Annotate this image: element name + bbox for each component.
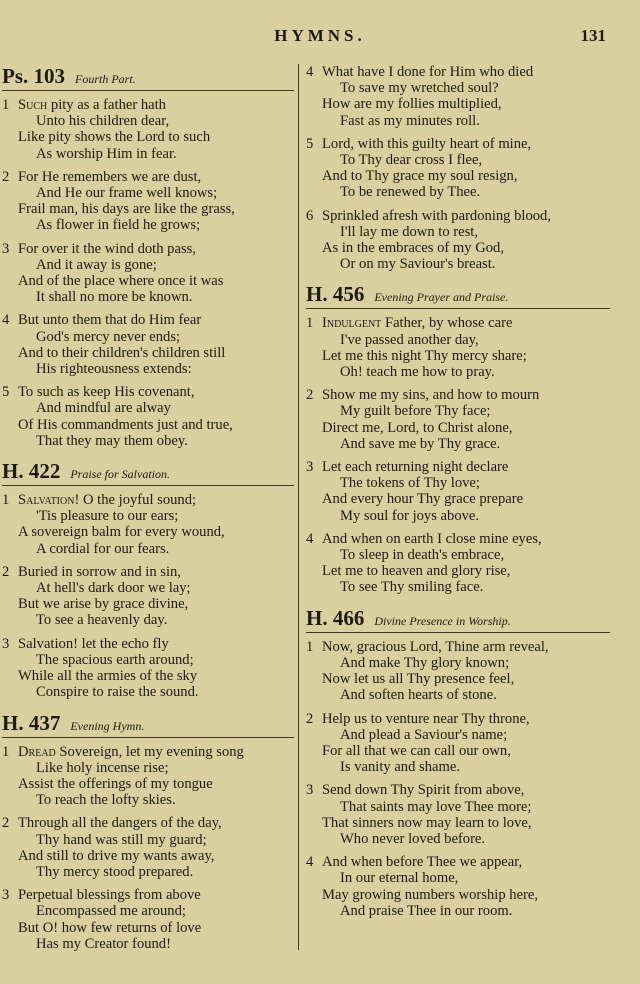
hymn-rule — [306, 308, 610, 309]
stanza-number: 1 — [306, 638, 314, 655]
verse-text: Of His commandments just and true, — [18, 416, 233, 433]
stanza-number: 2 — [2, 563, 10, 580]
verse-line — [2, 345, 294, 361]
verse-text: I'll lay me down to rest, — [340, 223, 478, 240]
verse-text: And He our frame well knows; — [36, 185, 218, 202]
stanza — [306, 854, 610, 919]
verse-line — [2, 903, 294, 919]
stanza-lead-word: Such — [18, 97, 48, 113]
verse-text: Assist the offerings of my tongue — [18, 775, 213, 792]
hymn-number: H. 422 — [2, 459, 61, 484]
verse-text: Like holy incense rise; — [36, 759, 169, 776]
verse-line — [306, 315, 610, 331]
stanza-number: 6 — [306, 207, 314, 224]
verse-text: Unto his children dear, — [36, 113, 170, 130]
running-head — [0, 26, 640, 52]
verse-line — [2, 684, 294, 700]
verse-text: Show me my sins, and how to mourn — [322, 387, 540, 404]
verse-text: 'Tis pleasure to our ears; — [36, 508, 179, 525]
verse-text: That they may them obey. — [36, 432, 188, 449]
verse-text: That sinners now may learn to love, — [322, 814, 532, 831]
verse-line — [306, 436, 610, 452]
verse-text: Help us to venture near Thy throne, — [322, 710, 530, 727]
hymn-heading — [306, 606, 610, 631]
stanza-number: 2 — [306, 387, 314, 404]
verse-text: Through all the dangers of the day, — [18, 815, 222, 832]
verse-line — [306, 152, 610, 168]
verse-line — [306, 711, 610, 727]
verse-text: Frail man, his days are like the grass, — [18, 201, 235, 218]
verse-text: Who never loved before. — [340, 830, 486, 847]
stanza — [306, 64, 610, 129]
verse-text: To sleep in death's embrace, — [340, 547, 505, 564]
verse-text: Buried in sorrow and in sin, — [18, 563, 181, 580]
verse-line — [306, 136, 610, 152]
verse-line — [306, 887, 610, 903]
verse-line — [306, 743, 610, 759]
verse-line — [2, 241, 294, 257]
stanza — [306, 711, 610, 776]
verse-text: O the joyful sound; — [82, 492, 197, 509]
stanza — [2, 887, 294, 952]
page-number: 131 — [580, 26, 606, 45]
verse-text: I've passed another day, — [340, 331, 479, 348]
verse-text: And when on earth I close mine eyes, — [322, 530, 542, 547]
verse-line — [2, 433, 294, 449]
stanza-lead-word: Dread — [18, 743, 56, 760]
verse-text: Father, by whose care — [384, 315, 513, 332]
hymn-title: Fourth Part. — [75, 72, 136, 86]
stanza-lead-word: Indulgent — [322, 315, 382, 332]
stanza-number: 4 — [306, 530, 314, 547]
verse-line — [306, 782, 610, 798]
hymn-block — [306, 606, 610, 919]
verse-text: To such as keep His covenant, — [18, 384, 195, 401]
hymn-heading — [2, 711, 294, 736]
verse-line — [2, 936, 294, 952]
verse-text: To reach the lofty skies. — [36, 792, 176, 809]
hymn-heading — [2, 64, 294, 89]
verse-line — [2, 508, 294, 524]
verse-line — [306, 224, 610, 240]
verse-text: Direct me, Lord, to Christ alone, — [322, 419, 513, 436]
verse-line — [306, 348, 610, 364]
stanza — [306, 315, 610, 380]
verse-text: To see Thy smiling face. — [340, 579, 484, 596]
hymn-title: Evening Hymn. — [70, 718, 145, 733]
hymn-heading — [2, 459, 294, 484]
verse-line — [2, 169, 294, 185]
verse-text: Is vanity and shame. — [340, 759, 460, 776]
verse-line — [2, 146, 294, 162]
verse-text: In our eternal home, — [340, 870, 459, 887]
stanza — [306, 782, 610, 847]
verse-line — [2, 417, 294, 433]
verse-line — [2, 492, 294, 508]
verse-text: As in the embraces of my God, — [322, 240, 504, 257]
verse-text: Encompassed me around; — [36, 903, 186, 920]
stanza-number: 1 — [2, 97, 10, 113]
verse-text: Now, gracious Lord, Thine arm reveal, — [322, 638, 549, 655]
verse-text: And plead a Saviour's name; — [340, 726, 508, 743]
stanza — [2, 169, 294, 234]
left-column — [2, 64, 294, 962]
hymn-rule — [306, 632, 610, 633]
stanza-number: 1 — [306, 315, 314, 332]
verse-line — [2, 541, 294, 557]
verse-text: And to Thy grace my soul resign, — [322, 168, 518, 185]
stanza-number: 3 — [2, 887, 10, 904]
verse-line — [2, 920, 294, 936]
stanza-lead-word: Salvation! — [18, 492, 80, 509]
verse-text: Salvation! let the echo fly — [18, 635, 169, 652]
stanza-number: 2 — [306, 710, 314, 727]
hymn-block — [2, 459, 294, 700]
verse-text: His righteousness extends: — [36, 361, 192, 378]
verse-text: Sovereign, let my evening song — [59, 743, 244, 760]
verse-line — [2, 289, 294, 305]
verse-text: My guilt before Thy face; — [340, 403, 491, 420]
verse-line — [306, 64, 610, 80]
verse-text: How are my follies multiplied, — [322, 96, 502, 113]
stanza-number: 3 — [2, 240, 10, 257]
hymn-rule — [2, 90, 294, 91]
verse-line — [306, 364, 610, 380]
verse-line — [306, 508, 610, 524]
verse-line — [2, 113, 294, 129]
hymn-title: Praise for Salvation. — [70, 467, 171, 482]
verse-text: Sprinkled afresh with pardoning blood, — [322, 207, 552, 224]
verse-line — [306, 727, 610, 743]
verse-text: And soften hearts of stone. — [340, 687, 497, 704]
hymn-block — [306, 64, 610, 272]
verse-line — [2, 185, 294, 201]
verse-line — [306, 256, 610, 272]
verse-line — [2, 217, 294, 233]
verse-text: At hell's dark door we lay; — [36, 580, 191, 597]
verse-line — [2, 312, 294, 328]
verse-text: And to their children's children still — [18, 344, 226, 361]
verse-text: To see a heavenly day. — [36, 612, 168, 629]
verse-line — [2, 129, 294, 145]
verse-line — [306, 687, 610, 703]
verse-line — [306, 854, 610, 870]
verse-line — [306, 563, 610, 579]
verse-line — [306, 547, 610, 563]
verse-text: Now let us all Thy presence feel, — [322, 671, 515, 688]
verse-line — [2, 564, 294, 580]
verse-line — [2, 864, 294, 880]
verse-line — [306, 579, 610, 595]
verse-text: May growing numbers worship here, — [322, 886, 539, 903]
stanza-number: 3 — [306, 782, 314, 799]
verse-text: Send down Thy Spirit from above, — [322, 782, 525, 799]
verse-text: pity as a father hath — [50, 97, 166, 113]
verse-line — [306, 459, 610, 475]
verse-line — [2, 792, 294, 808]
verse-text: And every hour Thy grace prepare — [322, 491, 524, 508]
stanza-number: 1 — [2, 492, 10, 509]
verse-text: And praise Thee in our room. — [340, 902, 513, 919]
verse-line — [306, 655, 610, 671]
stanza — [2, 636, 294, 701]
hymn-heading — [306, 282, 610, 307]
verse-text: And of the place where once it was — [18, 273, 224, 290]
verse-text: A cordial for our fears. — [36, 540, 170, 557]
verse-line — [306, 184, 610, 200]
verse-text: For He remembers we are dust, — [18, 168, 202, 185]
verse-line — [306, 240, 610, 256]
stanza — [2, 492, 294, 557]
verse-line — [306, 403, 610, 419]
verse-text: My soul for joys above. — [340, 507, 480, 524]
verse-line — [306, 799, 610, 815]
stanza-number: 2 — [2, 168, 10, 185]
stanza — [2, 97, 294, 162]
stanza — [306, 136, 610, 201]
verse-line — [2, 384, 294, 400]
verse-text: To save my wretched soul? — [340, 80, 499, 97]
stanza — [2, 312, 294, 377]
hymn-number: H. 466 — [306, 605, 365, 630]
verse-text: The spacious earth around; — [36, 651, 194, 668]
verse-line — [306, 903, 610, 919]
verse-text: To be renewed by Thee. — [340, 184, 481, 201]
verse-line — [306, 96, 610, 112]
stanza — [306, 531, 610, 596]
verse-line — [306, 475, 610, 491]
stanza-number: 3 — [306, 459, 314, 476]
stanza-number: 1 — [2, 743, 10, 760]
verse-text: And save me by Thy grace. — [340, 435, 501, 452]
verse-line — [2, 400, 294, 416]
hymn-block — [2, 64, 294, 449]
verse-line — [306, 208, 610, 224]
verse-text: A sovereign balm for every wound, — [18, 524, 225, 541]
hymn-block — [2, 711, 294, 952]
verse-text: Or on my Saviour's breast. — [340, 256, 496, 273]
stanza-number: 4 — [306, 64, 314, 80]
verse-line — [2, 668, 294, 684]
verse-text: And it away is gone; — [36, 256, 157, 273]
verse-line — [2, 760, 294, 776]
stanza — [306, 639, 610, 704]
verse-line — [2, 652, 294, 668]
verse-line — [2, 815, 294, 831]
verse-line — [2, 596, 294, 612]
verse-line — [2, 612, 294, 628]
verse-text: But we arise by grace divine, — [18, 596, 189, 613]
stanza-number: 5 — [306, 135, 314, 152]
hymn-title: Divine Presence in Worship. — [374, 613, 511, 628]
stanza — [2, 815, 294, 880]
verse-text: As flower in field he grows; — [36, 217, 201, 234]
verse-text: And when before Thee we appear, — [322, 854, 523, 871]
stanza — [306, 387, 610, 452]
verse-line — [2, 524, 294, 540]
hymn-block — [306, 282, 610, 595]
stanza — [2, 564, 294, 629]
hymn-number: Ps. 103 — [2, 64, 65, 88]
hymn-rule — [2, 485, 294, 486]
verse-text: Thy mercy stood prepared. — [36, 863, 194, 880]
hymn-number: H. 437 — [2, 710, 61, 735]
verse-line — [2, 329, 294, 345]
verse-line — [306, 80, 610, 96]
verse-text: To Thy dear cross I flee, — [340, 152, 483, 169]
verse-text: Perpetual blessings from above — [18, 887, 201, 904]
verse-line — [306, 639, 610, 655]
verse-text: For all that we can call our own, — [322, 742, 511, 759]
running-title: HYMNS. — [274, 26, 366, 45]
verse-line — [306, 870, 610, 886]
verse-text: Let me to heaven and glory rise, — [322, 563, 511, 580]
verse-line — [306, 420, 610, 436]
verse-text: It shall no more be known. — [36, 289, 193, 306]
verse-text: Lord, with this guilty heart of mine, — [322, 135, 532, 152]
verse-line — [306, 815, 610, 831]
verse-line — [306, 113, 610, 129]
verse-text: Oh! teach me how to pray. — [340, 364, 495, 381]
verse-text: For over it the wind doth pass, — [18, 240, 196, 257]
hymn-number: H. 456 — [306, 282, 365, 307]
stanza-number: 2 — [2, 815, 10, 832]
verse-line — [2, 776, 294, 792]
verse-line — [2, 273, 294, 289]
verse-line — [2, 361, 294, 377]
verse-line — [306, 491, 610, 507]
stanza-number: 5 — [2, 384, 10, 401]
stanza — [306, 459, 610, 524]
verse-line — [306, 387, 610, 403]
verse-text: And make Thy glory known; — [340, 654, 510, 671]
verse-line — [2, 636, 294, 652]
stanza-number: 4 — [2, 312, 10, 329]
stanza-number: 4 — [306, 854, 314, 871]
verse-text: Let each returning night declare — [322, 459, 509, 476]
verse-line — [2, 257, 294, 273]
verse-text: While all the armies of the sky — [18, 668, 198, 685]
verse-text: The tokens of Thy love; — [340, 475, 480, 492]
verse-text: Like pity shows the Lord to such — [18, 129, 211, 146]
verse-line — [306, 759, 610, 775]
column-divider — [298, 64, 299, 950]
hymn-rule — [2, 737, 294, 738]
stanza — [306, 208, 610, 273]
verse-text: Conspire to raise the sound. — [36, 684, 199, 701]
stanza — [2, 744, 294, 809]
verse-text: Fast as my minutes roll. — [340, 112, 480, 129]
verse-text: And still to drive my wants away, — [18, 847, 215, 864]
verse-line — [2, 97, 294, 113]
verse-line — [2, 848, 294, 864]
stanza — [2, 384, 294, 449]
verse-text: Let me this night Thy mercy share; — [322, 347, 527, 364]
verse-line — [306, 168, 610, 184]
verse-text: But unto them that do Him fear — [18, 312, 202, 329]
stanza — [2, 241, 294, 306]
verse-line — [306, 332, 610, 348]
verse-line — [2, 744, 294, 760]
hymn-title: Evening Prayer and Praise. — [374, 290, 509, 305]
verse-line — [2, 201, 294, 217]
stanza-number: 3 — [2, 635, 10, 652]
verse-line — [2, 832, 294, 848]
verse-text: Thy hand was still my guard; — [36, 831, 207, 848]
verse-text: Has my Creator found! — [36, 935, 171, 952]
right-column — [306, 64, 610, 929]
verse-text: God's mercy never ends; — [36, 328, 181, 345]
verse-text: As worship Him in fear. — [36, 145, 177, 162]
verse-line — [306, 531, 610, 547]
verse-text: What have I done for Him who died — [322, 64, 534, 80]
verse-text: But O! how few returns of love — [18, 919, 202, 936]
verse-line — [2, 887, 294, 903]
verse-text: And mindful are alway — [36, 400, 171, 417]
verse-line — [306, 671, 610, 687]
verse-line — [306, 831, 610, 847]
verse-line — [2, 580, 294, 596]
verse-text: That saints may love Thee more; — [340, 798, 532, 815]
